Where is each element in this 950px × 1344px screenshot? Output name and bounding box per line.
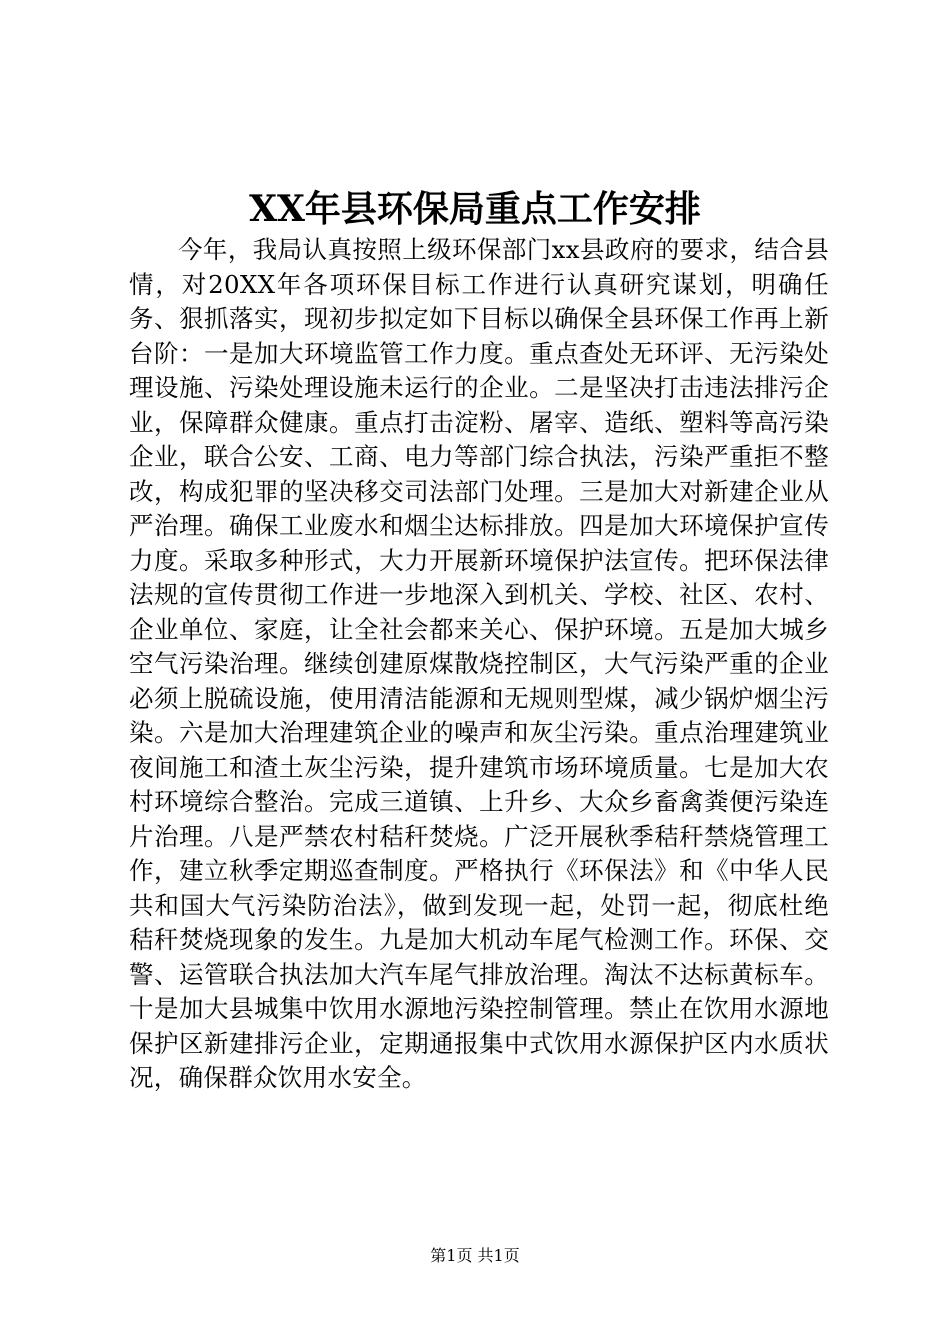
document-title: XX年县环保局重点工作安排 (249, 188, 701, 230)
page-number-footer: 第1页 共1页 (430, 1246, 520, 1265)
document-body-paragraph: 今年，我局认真按照上级环保部门xx县政府的要求，结合县情，对20XX年各项环保目标工作进行认真研究谋划，明确任务、狠抓落实，现初步拟定如下目标以确保全县环保工作再上新台阶：一是加大环境监管工作力度。重点查处无环评、无污染处理设施、污染处理设施未运行的企业。二是坚决打击违法排污企业，保障群众健康。重点打击淀粉、屠宰、造纸、塑料等高污染企业，联合公安、工商、电力等部门综合执法，污染严重拒不整改，构成犯罪的坚决移交司法部门处理。三是加大对新建企业从严治理。确保工业废水和烟尘达标排放。四是加大环境保护宣传力度。采取多种形式，大力开展新环境保护法宣传。把环保法律法规的宣传贯彻工作进一步地深入到机关、学校、社区、农村、企业单位、家庭，让全社会都来关心、保护环境。五是加大城乡空气污染治理。继续创建原煤散烧控制区，大气污染严重的企业必须上脱硫设施，使用清洁能源和无规则型煤，减少锅炉烟尘污染。六是加大治理建筑企业的噪声和灰尘污染。重点治理建筑业夜间施工和渣土灰尘污染，提升建筑市场环境质量。七是加大农村环境综合整治。完成三道镇、上升乡、大众乡畜禽粪便污染连片治理。八是严禁农村秸秆焚烧。广泛开展秋季秸秆禁烧管理工作，建立秋季定期巡查制度。严格执行《环保法》和《中华人民共和国大气污染防治法》，做到发现一起，处罚一起，彻底杜绝秸秆焚烧现象的发生。九是加大机动车尾气检测工作。环保、交警、运管联合执法加大汽车尾气排放治理。淘汰不达标黄标车。十是加大县城集中饮用水源地污染控制管理。禁止在饮用水源地保护区新建排污企业，定期通报集中式饮用水源保护区内水质状况，确保群众饮用水安全。 (129, 235, 829, 1092)
